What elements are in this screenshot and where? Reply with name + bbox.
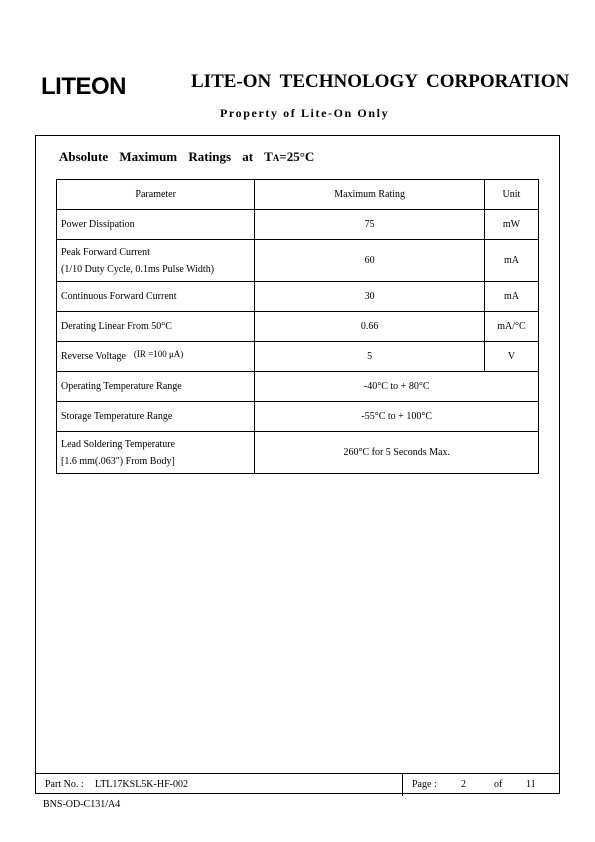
table-row — [57, 372, 539, 402]
table-row — [57, 402, 539, 432]
value-cell: -55°C to + 100°C — [255, 402, 539, 432]
page-label: Page : — [412, 779, 437, 790]
page-number: 2 — [461, 779, 466, 790]
table-row — [57, 282, 539, 312]
unit-cell: mW — [484, 210, 538, 240]
part-number: LTL17KSL5K-HF-002 — [95, 779, 188, 790]
header-unit: Unit — [484, 180, 538, 210]
unit-cell: mA — [484, 240, 538, 282]
param-cell: Lead Soldering Temperature [1.6 mm(.063") From Body] — [57, 432, 255, 474]
table-row — [57, 240, 539, 282]
value-cell: 60 — [255, 240, 484, 282]
table-header-row — [57, 180, 539, 210]
param-cell: Storage Temperature Range — [57, 402, 255, 432]
param-cell: Peak Forward Current (1/10 Duty Cycle, 0.1ms Pulse Width) — [57, 240, 255, 282]
footer-divider — [402, 774, 403, 796]
test-condition: (IR =100 μA) — [133, 349, 184, 359]
total-pages: 11 — [526, 779, 536, 790]
value-cell: 0.66 — [255, 312, 484, 342]
param-cell: Power Dissipation — [57, 210, 255, 240]
document-reference: BNS-OD-C131/A4 — [43, 799, 121, 810]
param-cell: Continuous Forward Current — [57, 282, 255, 312]
param-cell: Derating Linear From 50°C — [57, 312, 255, 342]
company-name: LITE-ON TECHNOLOGY CORPORATION — [191, 71, 570, 92]
of-label: of — [494, 779, 503, 790]
value-cell: 260°C for 5 Seconds Max. — [255, 432, 539, 474]
value-cell: -40°C to + 80°C — [255, 372, 539, 402]
unit-cell: mA — [484, 282, 538, 312]
property-note: Property of Lite-On Only — [220, 106, 390, 120]
table-row — [57, 210, 539, 240]
table-row — [57, 342, 539, 372]
value-cell: 30 — [255, 282, 484, 312]
absolute-maximum-ratings-table — [56, 179, 539, 474]
header-maximum-rating: Maximum Rating — [255, 180, 484, 210]
part-number-label: Part No. : — [45, 779, 84, 790]
unit-cell: V — [484, 342, 538, 372]
page-footer — [35, 773, 560, 795]
param-cell: Operating Temperature Range — [57, 372, 255, 402]
header-parameter: Parameter — [57, 180, 255, 210]
param-cell: Reverse Voltage (IR =100 μA) — [57, 342, 255, 372]
unit-cell: mA/°C — [484, 312, 538, 342]
value-cell: 5 — [255, 342, 484, 372]
section-title: Absolute Maximum Ratings at TA=25°C — [59, 149, 315, 164]
table-row — [57, 312, 539, 342]
value-cell: 75 — [255, 210, 484, 240]
table-row — [57, 432, 539, 474]
liteon-logo: LITEON — [41, 73, 126, 100]
